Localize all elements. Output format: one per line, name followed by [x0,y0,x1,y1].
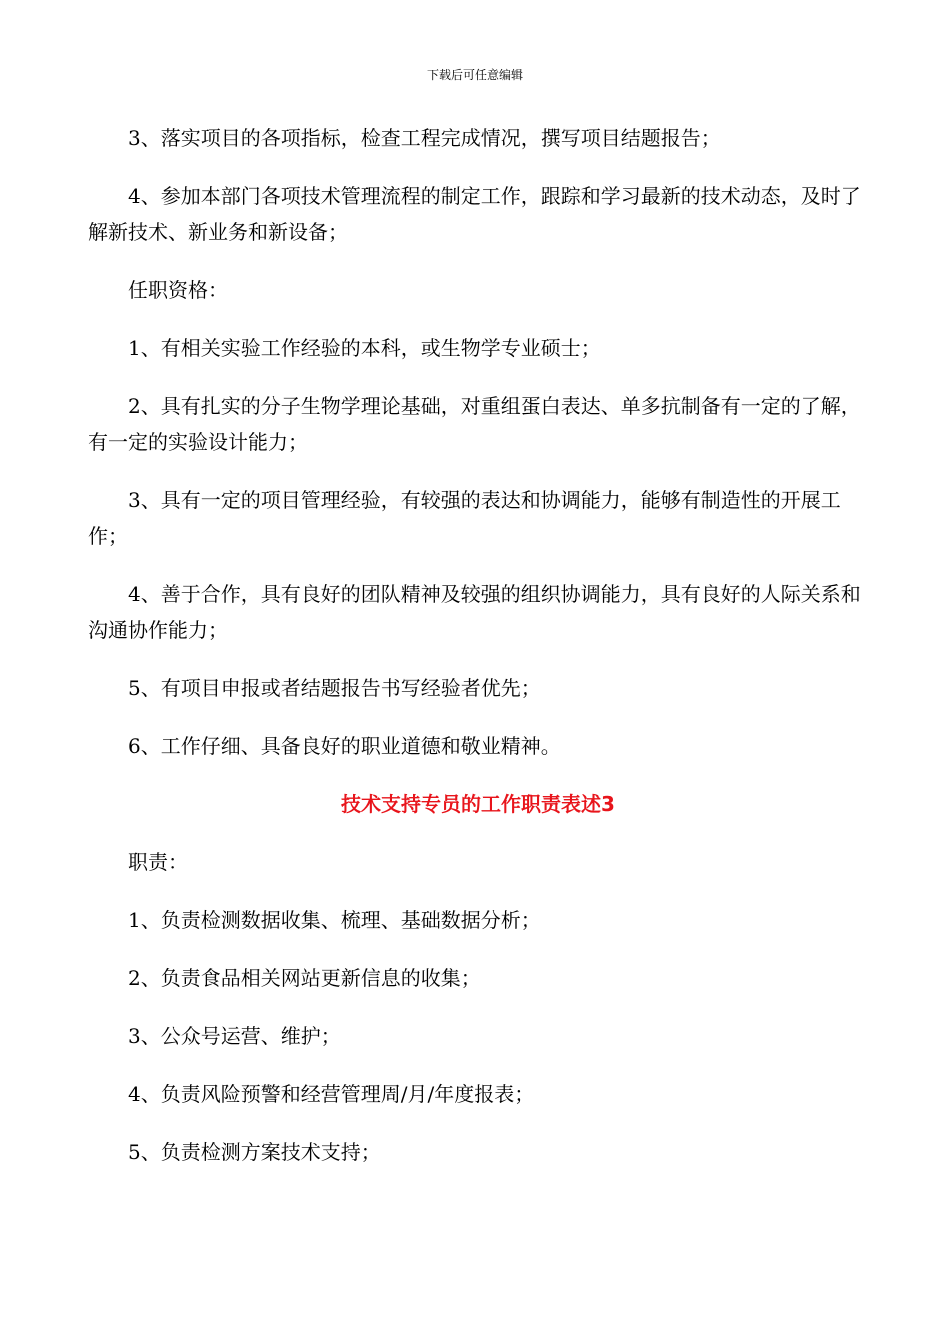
paragraph: 2、负责食品相关网站更新信息的收集； [128,966,481,990]
paragraph: 4、参加本部门各项技术管理流程的制定工作，跟踪和学习最新的技术动态，及时了解新技术、新业务和新设备； [88,184,861,244]
section-heading: 技术支持专员的工作职责表述3 [341,792,615,816]
paragraph: 5、有项目申报或者结题报告书写经验者优先； [128,676,541,700]
paragraph: 2、具有扎实的分子生物学理论基础，对重组蛋白表达、单多抗制备有一定的了解，有一定的实验设计能力； [88,394,861,454]
paragraph: 1、有相关实验工作经验的本科，或生物学专业硕士； [128,336,601,360]
paragraph: 6、工作仔细、具备良好的职业道德和敬业精神。 [128,734,561,758]
header-note: 下载后可任意编辑 [426,68,523,82]
paragraph: 3、公众号运营、维护； [128,1024,341,1048]
paragraph: 3、具有一定的项目管理经验，有较强的表达和协调能力，能够有制造性的开展工作； [88,488,841,548]
paragraph: 4、负责风险预警和经营管理周/月/年度报表； [128,1082,535,1106]
document-body [88,120,868,1192]
paragraph: 1、负责检测数据收集、梳理、基础数据分析； [128,908,541,932]
paragraph: 任职资格： [128,278,228,302]
paragraph: 5、负责检测方案技术支持； [128,1140,381,1164]
paragraph: 4、善于合作，具有良好的团队精神及较强的组织协调能力，具有良好的人际关系和沟通协作能力； [88,582,861,642]
paragraph: 3、落实项目的各项指标，检查工程完成情况，撰写项目结题报告； [128,126,721,150]
paragraph: 职责： [128,850,188,874]
